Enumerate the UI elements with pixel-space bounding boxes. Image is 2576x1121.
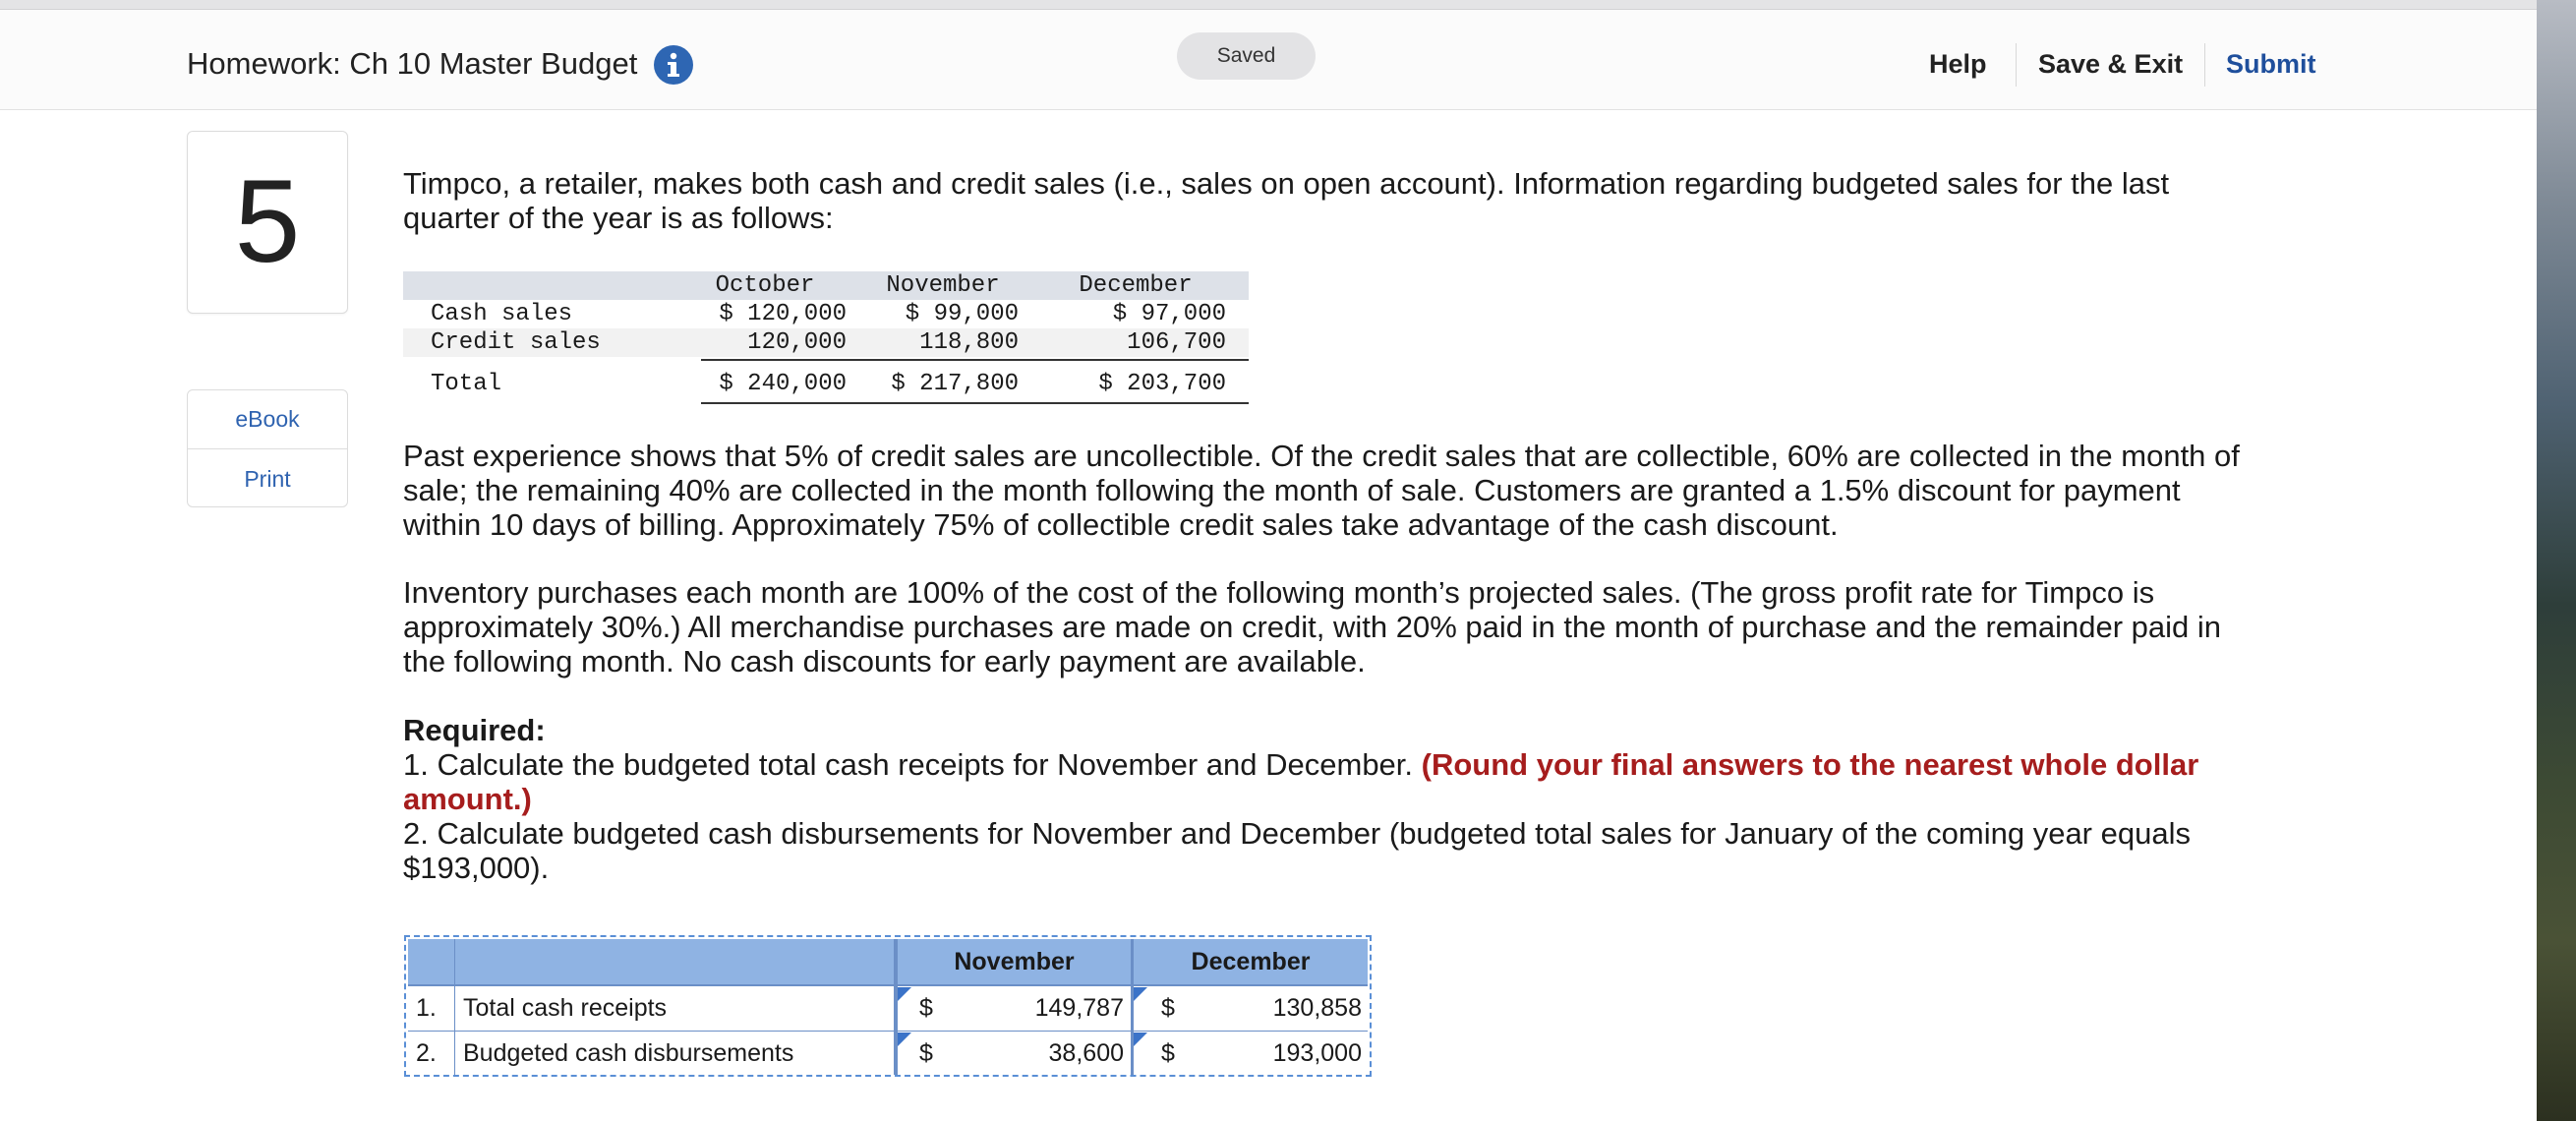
- print-link[interactable]: Print: [244, 466, 291, 492]
- budgeted-sales-table: [403, 271, 1249, 407]
- row-label-credit-sales: Credit sales: [431, 329, 601, 356]
- subtotal-rule: [701, 359, 1249, 361]
- help-link[interactable]: Help: [1929, 49, 1987, 79]
- answer-column-december: December: [1191, 948, 1311, 975]
- question-intro: Timpco, a retailer, makes both cash and credit sales (i.e., sales on open account). Information regarding budgeted sales for the last quarter of the year is as follows:: [403, 166, 2170, 235]
- inventory-paragraph: Inventory purchases each month are 100% of the cost of the following month’s projected sales. (The gross profit rate for Timpco is approximately 30%.) All merchandise purchases are made on credit, with 20% paid in the month of purchase and the remainder paid in the following month. No cash discounts for early payment are available.: [403, 575, 2221, 678]
- total-november: $ 217,800: [891, 371, 1019, 397]
- question-side-links: [187, 389, 348, 507]
- currency-symbol: $: [919, 1039, 933, 1067]
- input-corner-flag: [1134, 987, 1147, 1001]
- total-october: $ 240,000: [719, 371, 847, 397]
- credit-sales-december: 106,700: [1127, 329, 1226, 356]
- nav-divider: [2016, 43, 2017, 87]
- required-section: [403, 713, 2261, 885]
- currency-symbol: $: [1161, 994, 1175, 1022]
- answer-input-receipts-december[interactable]: 130,858: [1272, 994, 1362, 1022]
- input-corner-flag: [898, 1032, 911, 1046]
- currency-symbol: $: [1161, 1039, 1175, 1067]
- answer-input-receipts-november[interactable]: 149,787: [1034, 994, 1124, 1022]
- column-header-october: October: [715, 272, 815, 299]
- window-top-strip: [0, 0, 2537, 10]
- save-exit-link[interactable]: Save & Exit: [2038, 49, 2184, 79]
- info-icon[interactable]: [654, 45, 693, 85]
- row-label-budgeted-cash-disbursements: Budgeted cash disbursements: [463, 1039, 794, 1067]
- cash-sales-october: $ 120,000: [719, 301, 847, 327]
- input-corner-flag: [1134, 1032, 1147, 1046]
- side-links-divider: [188, 448, 347, 449]
- saved-status-badge: Saved: [1177, 32, 1316, 80]
- column-header-december: December: [1079, 272, 1193, 299]
- assignment-title: Homework: Ch 10 Master Budget: [187, 46, 638, 81]
- credit-sales-november: 118,800: [919, 329, 1019, 356]
- question-number: 5: [234, 155, 301, 287]
- submit-link[interactable]: Submit: [2226, 49, 2316, 79]
- row-label-total-cash-receipts: Total cash receipts: [463, 994, 668, 1022]
- input-corner-flag: [898, 987, 911, 1001]
- cash-sales-december: $ 97,000: [1112, 301, 1226, 327]
- total-december: $ 203,700: [1098, 371, 1226, 397]
- question-number-box: [187, 131, 348, 314]
- row-number-1: 1.: [416, 994, 437, 1022]
- required-item-2: 2. Calculate budgeted cash disbursements for November and December (budgeted total sales for January of the coming year equals $193,000).: [403, 816, 2191, 885]
- rounding-instruction: (Round your final answers to the nearest whole dollar amount.): [403, 747, 2199, 816]
- answer-table: [404, 935, 1372, 1077]
- ebook-link[interactable]: eBook: [235, 406, 300, 432]
- answer-column-november: November: [954, 948, 1075, 975]
- collections-paragraph: Past experience shows that 5% of credit sales are uncollectible. Of the credit sales that are collectible, 60% are collected in the month of sale; the remaining 40% are collected in the month following the month of sale. Customers are granted a 1.5% discount for payment within 10 days of billing. Approximately 75% of collectible credit sales take advantage of the cash discount.: [403, 439, 2240, 542]
- answer-input-disbursements-december[interactable]: 193,000: [1272, 1039, 1362, 1067]
- cash-sales-november: $ 99,000: [905, 301, 1019, 327]
- credit-sales-october: 120,000: [747, 329, 847, 356]
- required-item-1: [403, 747, 2261, 816]
- column-header-november: November: [886, 272, 1000, 299]
- row-label-cash-sales: Cash sales: [431, 301, 573, 327]
- required-item-1-text: 1. Calculate the budgeted total cash receipts for November and December.: [403, 747, 1414, 782]
- assignment-header: [0, 10, 2537, 110]
- answer-input-disbursements-november[interactable]: 38,600: [1048, 1039, 1124, 1067]
- row-label-total: Total: [431, 371, 502, 397]
- currency-symbol: $: [919, 994, 933, 1022]
- grid-line: [454, 939, 455, 1075]
- total-rule: [701, 402, 1249, 404]
- row-number-2: 2.: [416, 1039, 437, 1067]
- required-heading: Required:: [403, 713, 546, 747]
- nav-divider: [2204, 43, 2205, 87]
- desktop-background-edge: [2537, 0, 2576, 1121]
